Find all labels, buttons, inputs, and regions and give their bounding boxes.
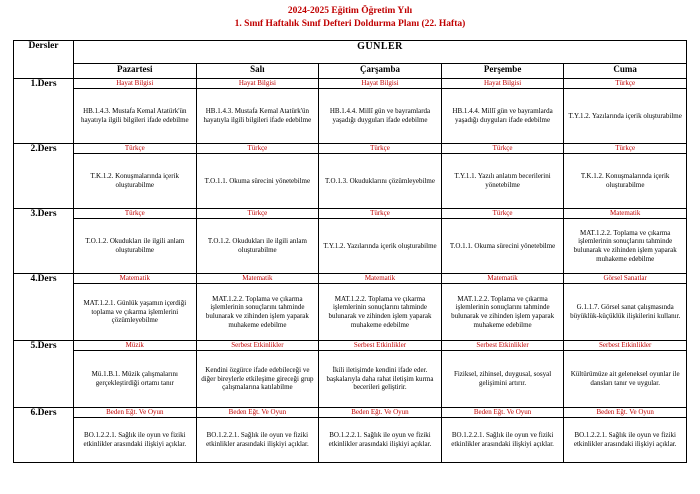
outcome-text: HB.1.4.3. Mustafa Kemal Atatürk'ün hayatıyla ilgili bilgileri ifade edebilme — [203, 107, 312, 124]
page-subtitle: 1. Sınıf Haftalık Sınıf Defteri Doldurma Planı (22. Hafta) — [234, 19, 466, 29]
day-header-friday: Cuma — [564, 64, 687, 79]
outcome-text: BO.1.2.2.1. Sağlık ile oyun ve fiziki etkinlikler arasındaki ilişkiyi açıklar. — [328, 431, 432, 448]
outcome-text: BO.1.2.2.1. Sağlık ile oyun ve fiziki etkinlikler arasındaki ilişkiyi açıklar. — [573, 431, 677, 448]
subject-label: Matematik — [197, 274, 319, 284]
lesson-label: 3.Ders — [14, 209, 74, 274]
subject-label: Müzik — [74, 341, 196, 351]
outcome-text: T.O.1.2. Okudukları ile ilgili anlam oluşturabilme — [85, 237, 185, 254]
subject-label: Hayat Bilgisi — [319, 79, 441, 89]
subject-label: Türkçe — [564, 79, 686, 89]
subject-label: Serbest Etkinlikler — [197, 341, 319, 351]
subject-label: Hayat Bilgisi — [74, 79, 196, 89]
subject-label: Türkçe — [442, 144, 564, 154]
subject-label: Türkçe — [442, 209, 564, 219]
plan-cell — [74, 144, 197, 209]
subject-label: Matematik — [74, 274, 196, 284]
outcome-text: Fiziksel, zihinsel, duygusal, sosyal gelişimini artırır. — [453, 370, 552, 387]
subject-label: Serbest Etkinlikler — [564, 341, 686, 351]
day-header-tuesday: Salı — [196, 64, 319, 79]
outcome-text: T.Y.1.1. Yazılı anlatım becerilerini yönetebilme — [454, 172, 551, 189]
outcome-text: MAT.1.2.1. Günlük yaşamın içerdiği toplama ve çıkarma işlemlerini çözümleyebilme — [83, 299, 187, 325]
subject-label: Beden Eğt. Ve Oyun — [319, 408, 441, 418]
subject-label: Beden Eğt. Ve Oyun — [442, 408, 564, 418]
plan-cell — [196, 144, 319, 209]
plan-cell — [196, 79, 319, 144]
outcome-text: MAT.1.2.2. Toplama ve çıkarma işlemlerinin sonuçlarını tahminde bulunarak ve zihinden işlem yaparak muhakeme edebilme — [573, 228, 677, 263]
outcome-text: İkili iletişimde kendini ifade eder. başkalarıyla daha rahat iletişim kurma becerileri geliştirir. — [326, 366, 434, 392]
table-row — [14, 209, 687, 274]
subject-label: Beden Eğt. Ve Oyun — [564, 408, 686, 418]
plan-cell — [196, 209, 319, 274]
lesson-label: 5.Ders — [14, 341, 74, 408]
outcome-text: BO.1.2.2.1. Sağlık ile oyun ve fiziki etkinlikler arasındaki ilişkiyi açıklar. — [83, 431, 187, 448]
subject-label: Türkçe — [74, 209, 196, 219]
outcome-text: T.K.1.2. Konuşmalarında içerik oluşturabilme — [90, 172, 180, 189]
weekly-plan-table — [13, 40, 687, 463]
outcome-text: T.O.1.1. Okuma sürecini yönetebilme — [449, 241, 556, 250]
outcome-text: MAT.1.2.2. Toplama ve çıkarma işlemlerinin sonuçlarını tahminde bulunarak ve zihinden işlem yaparak muhakeme edebilme — [451, 294, 555, 329]
subject-label: Matematik — [564, 209, 686, 219]
outcome-text: T.O.1.2. Okudukları ile ilgili anlam oluşturabilme — [207, 237, 307, 254]
plan-cell — [441, 274, 564, 341]
plan-cell — [74, 341, 197, 408]
table-row — [14, 408, 687, 463]
subject-label: Türkçe — [319, 209, 441, 219]
plan-cell — [564, 274, 687, 341]
lesson-label: 4.Ders — [14, 274, 74, 341]
outcome-text: BO.1.2.2.1. Sağlık ile oyun ve fiziki etkinlikler arasındaki ilişkiyi açıklar. — [451, 431, 554, 448]
subject-label: Matematik — [442, 274, 564, 284]
plan-cell — [196, 341, 319, 408]
outcome-text: HB.1.4.4. Millî gün ve bayramlarda yaşadığı duyguları ifade edebilme — [452, 107, 553, 124]
outcome-text: Kendini özgürce ifade edebileceği ve diğer bireylerle etkileşime gireceği grup çalışmalarına katılabilme — [201, 366, 314, 392]
page-title: 2024-2025 Eğitim Öğretim Yılı — [287, 6, 413, 16]
subject-label: Türkçe — [564, 144, 686, 154]
plan-cell — [319, 209, 442, 274]
subject-label: Serbest Etkinlikler — [319, 341, 441, 351]
plan-cell — [319, 79, 442, 144]
plan-cell — [74, 79, 197, 144]
plan-cell — [319, 408, 442, 463]
outcome-text: Kültürümüze ait geleneksel oyunlar ile dansları tanır ve uygular. — [570, 370, 680, 387]
outcome-text: T.K.1.2. Konuşmalarında içerik oluşturabilme — [580, 172, 670, 189]
plan-cell — [441, 79, 564, 144]
plan-cell — [319, 144, 442, 209]
subject-label: Beden Eğt. Ve Oyun — [74, 408, 196, 418]
outcome-text: HB.1.4.4. Millî gün ve bayramlarda yaşadığı duyguları ifade edebilme — [329, 107, 431, 124]
table-row — [14, 274, 687, 341]
subject-label: Matematik — [319, 274, 441, 284]
day-header-wednesday: Çarşamba — [319, 64, 442, 79]
days-group-header: GÜNLER — [74, 41, 687, 64]
plan-cell — [441, 408, 564, 463]
plan-cell — [196, 408, 319, 463]
outcome-text: HB.1.4.3. Mustafa Kemal Atatürk'ün hayatıyla ilgili bilgileri ifade edebilme — [80, 107, 189, 124]
outcome-text: T.O.1.3. Okuduklarını çözümleyebilme — [325, 176, 435, 185]
lessons-header: Dersler — [14, 41, 74, 79]
plan-cell — [74, 209, 197, 274]
plan-cell — [441, 144, 564, 209]
table-row — [14, 79, 687, 144]
subject-label: Serbest Etkinlikler — [442, 341, 564, 351]
plan-cell — [196, 274, 319, 341]
lesson-label: 2.Ders — [14, 144, 74, 209]
outcome-text: T.Y.1.2. Yazılarında içerik oluşturabilme — [568, 111, 682, 120]
outcome-text: T.Y.1.2. Yazılarında içerik oluşturabilme — [323, 241, 437, 250]
subject-label: Beden Eğt. Ve Oyun — [197, 408, 319, 418]
lesson-label: 1.Ders — [14, 79, 74, 144]
outcome-text: T.O.1.1. Okuma sürecini yönetebilme — [204, 176, 311, 185]
outcome-text: BO.1.2.2.1. Sağlık ile oyun ve fiziki etkinlikler arasındaki ilişkiyi açıklar. — [206, 431, 309, 448]
lesson-label: 6.Ders — [14, 408, 74, 463]
plan-cell — [564, 79, 687, 144]
plan-cell — [74, 408, 197, 463]
outcome-text: Mü.1.B.1. Müzik çalışmalarını gerçekleştirdiği ortamı tanır — [91, 370, 178, 387]
subject-label: Türkçe — [197, 209, 319, 219]
plan-body — [14, 79, 687, 463]
plan-cell — [319, 274, 442, 341]
plan-cell — [564, 209, 687, 274]
outcome-text: MAT.1.2.2. Toplama ve çıkarma işlemlerinin sonuçlarını tahminde bulunarak ve zihinden işlem yaparak muhakeme edebilme — [328, 294, 432, 329]
plan-cell — [441, 341, 564, 408]
outcome-text: G.1.1.7. Görsel sanat çalışmasında büyüklük-küçüklük ilişkilerini kullanır. — [570, 303, 681, 320]
table-row — [14, 144, 687, 209]
plan-cell — [564, 341, 687, 408]
subject-label: Hayat Bilgisi — [442, 79, 564, 89]
subject-label: Hayat Bilgisi — [197, 79, 319, 89]
plan-cell — [564, 408, 687, 463]
plan-cell — [319, 341, 442, 408]
subject-label: Görsel Sanatlar — [564, 274, 686, 284]
plan-cell — [74, 274, 197, 341]
table-row — [14, 341, 687, 408]
outcome-text: MAT.1.2.2. Toplama ve çıkarma işlemlerinin sonuçlarını tahminde bulunarak ve zihinden işlem yaparak muhakeme edebilme — [205, 294, 309, 329]
subject-label: Türkçe — [74, 144, 196, 154]
day-header-monday: Pazartesi — [74, 64, 197, 79]
subject-label: Türkçe — [319, 144, 441, 154]
subject-label: Türkçe — [197, 144, 319, 154]
plan-cell — [441, 209, 564, 274]
plan-cell — [564, 144, 687, 209]
day-header-thursday: Perşembe — [441, 64, 564, 79]
